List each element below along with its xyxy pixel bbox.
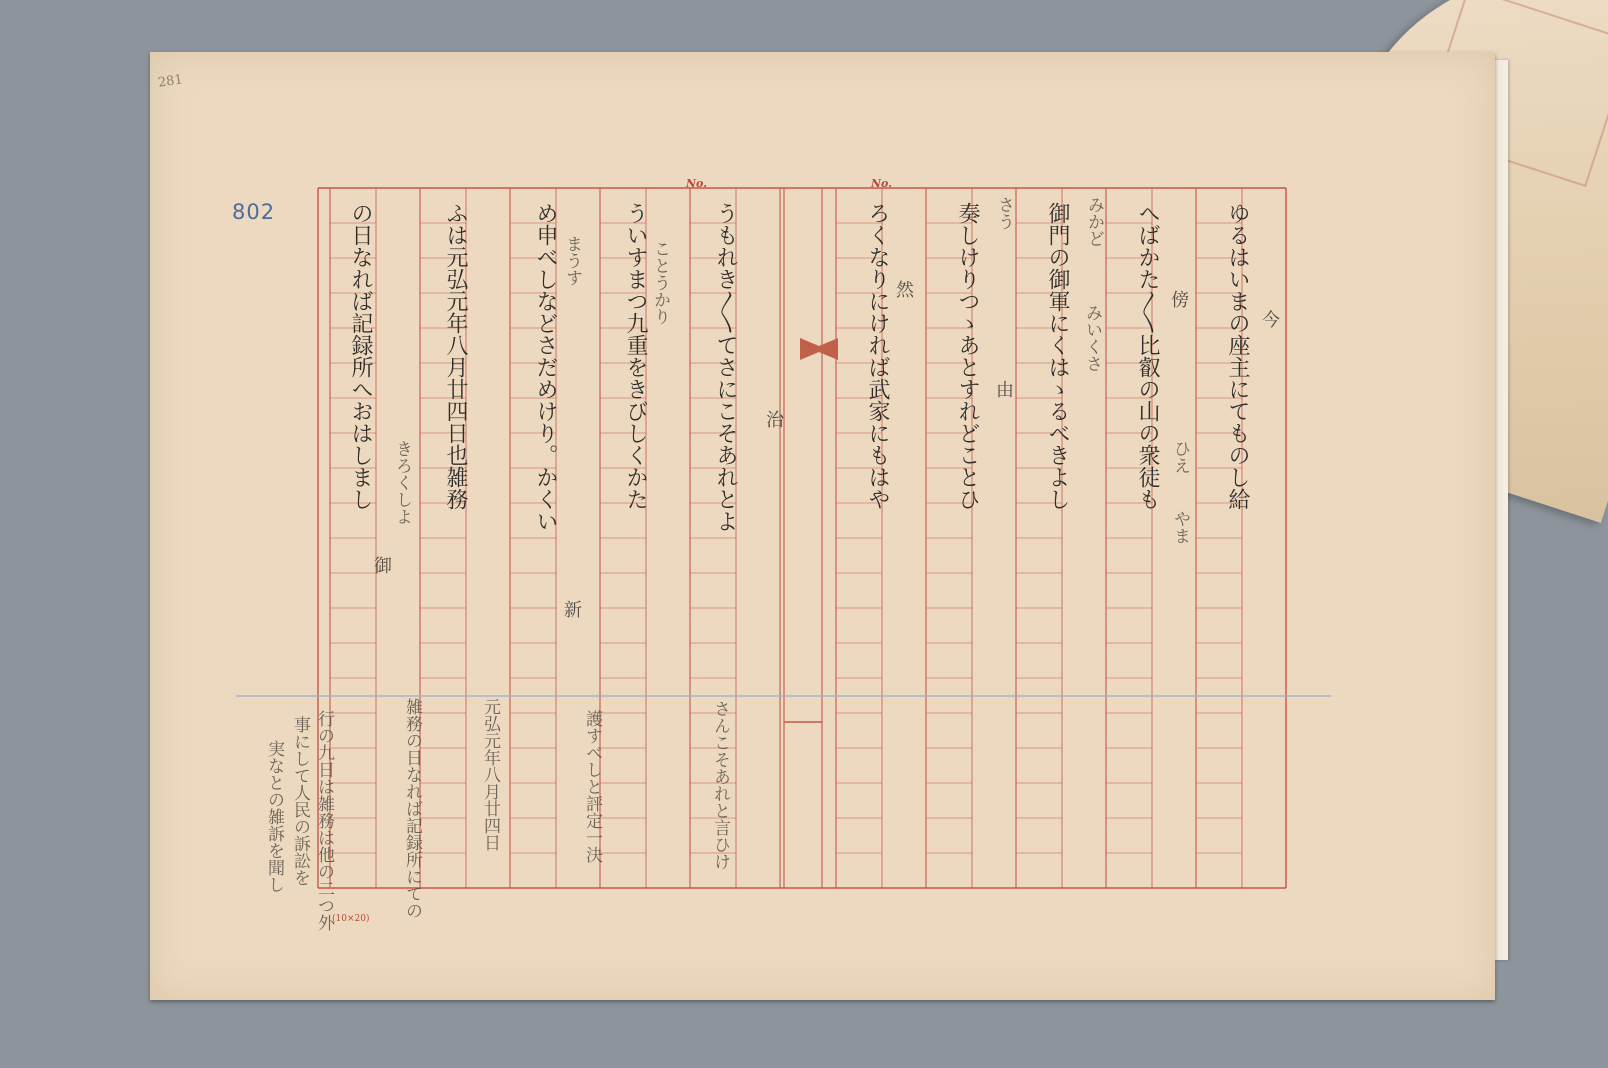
- annotation-kotoukari: ことうかり: [650, 240, 670, 325]
- annotation-lower-6: さんこそあれと言ひけ: [710, 700, 730, 870]
- no-label-left: No.: [686, 177, 708, 190]
- annotation-lower-2: 元弘元年八月廿四日: [480, 698, 500, 851]
- annotation-mikado: みかど: [1084, 196, 1104, 247]
- pencil-guide-line: [236, 695, 1331, 697]
- text-column-8: め申べしなどさだめけり。かくい: [533, 202, 558, 532]
- annotation-lower-7: 護すべしと評定一決: [582, 710, 602, 863]
- page-number: 802: [232, 200, 276, 224]
- text-column-6: うもれき〳〵てさにこそあれとよ: [713, 202, 738, 532]
- annotation-kirokusho: きろくしよ: [392, 440, 412, 525]
- annotation-go: 御: [371, 556, 392, 574]
- annotation-ima: 今: [1259, 310, 1280, 328]
- text-column-5: ろくなりにければ武家にもはや: [865, 202, 890, 510]
- annotation-yama: やま: [1170, 510, 1190, 544]
- text-column-1: ゆるはいまの座主にてものし給: [1225, 202, 1250, 510]
- center-fold-mark: [800, 338, 838, 360]
- text-column-3: 御門の御軍にくはゝるべきよし: [1045, 202, 1070, 510]
- text-column-4: 奏しけりつゝあとすれどことひ: [955, 202, 980, 510]
- annotation-shikaru: 然: [893, 280, 914, 298]
- text-column-9: ふは元弘元年八月廿四日也雑務: [443, 202, 468, 510]
- annotation-hie: ひえ: [1170, 440, 1190, 474]
- annotation-lower-1: 雑務の日なれば記録所にての: [402, 698, 422, 919]
- annotation-lower-5: 実なとの雑訴を聞し: [264, 740, 284, 893]
- annotation-katawara: 傍: [1168, 290, 1189, 308]
- annotation-mausu: まうす: [562, 235, 582, 286]
- annotation-yoshi: 由: [993, 380, 1014, 398]
- annotation-miikusa: みいくさ: [1082, 304, 1102, 372]
- annotation-sou: さう: [994, 196, 1014, 230]
- corner-mark: 281: [157, 72, 184, 91]
- no-label-right: No.: [871, 177, 893, 190]
- annotation-lower-4: 事にして人民の訴訟を: [290, 716, 310, 886]
- grid-footer: (10×20): [332, 914, 370, 924]
- text-column-2: へばかた〳〵比叡の山の衆徒も: [1135, 202, 1160, 510]
- annotation-shin: 新: [561, 600, 582, 618]
- text-column-7: ういすまつ九重をきびしくかた: [623, 202, 648, 510]
- text-column-10: の日なれば記録所へおはしまし: [348, 202, 373, 510]
- annotation-lower-3: 行の九日は雑務は他の二つ外: [314, 710, 334, 931]
- annotation-ji: 治: [763, 410, 784, 428]
